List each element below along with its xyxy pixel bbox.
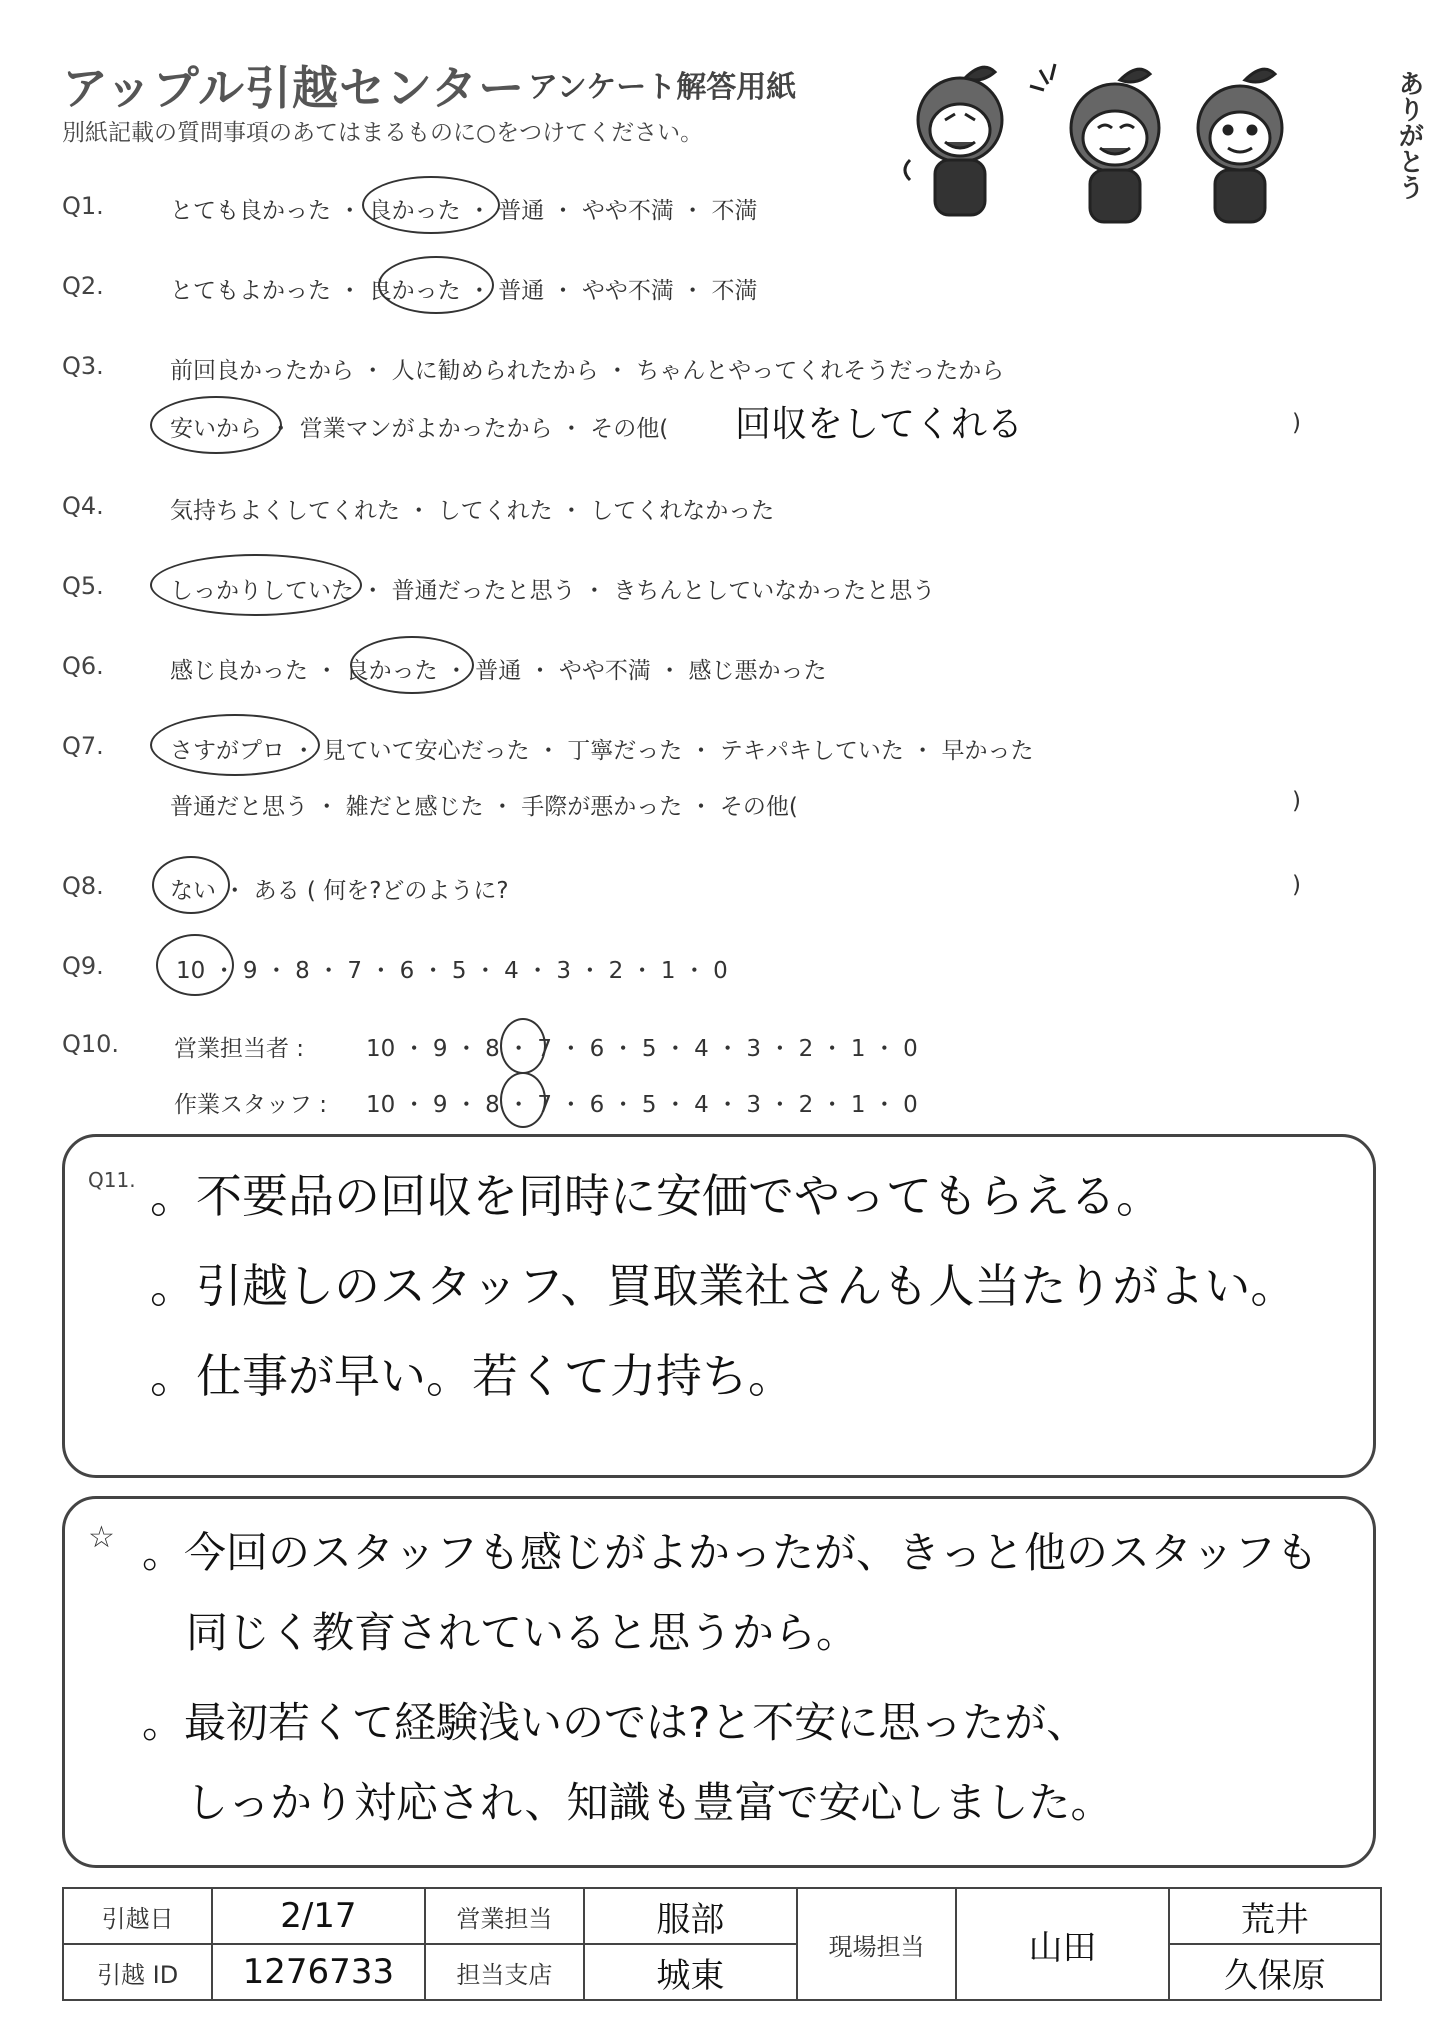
q3-options-line1: 前回良かったから ・ 人に勧められたから ・ ちゃんとやってくれそうだったから bbox=[170, 358, 1005, 384]
star-line: しっかり対応され、知識も豊富で安心しました。 bbox=[186, 1778, 1113, 1827]
question-number: Q7. bbox=[62, 732, 104, 760]
q10-sales-label: 営業担当者 : bbox=[174, 1036, 305, 1062]
question-number: Q5. bbox=[62, 572, 104, 600]
q4-options: 気持ちよくしてくれた ・ してくれた ・ してくれなかった bbox=[170, 498, 775, 524]
q6-options: 感じ良かった ・ 良かった ・ 普通 ・ やや不満 ・ 感じ悪かった bbox=[170, 658, 827, 684]
star-icon: ☆ bbox=[88, 1520, 115, 1555]
q11-line: 。仕事が早い。若くて力持ち。 bbox=[150, 1349, 794, 1403]
star-line: 同じく教育されていると思うから。 bbox=[186, 1608, 859, 1657]
q10-sales-scale: 10 ・ 9 ・ 8 ・ 7 ・ 6 ・ 5 ・ 4 ・ 3 ・ 2 ・ 1 ・ 0 bbox=[366, 1036, 918, 1062]
move-id-value: 1276733 bbox=[212, 1944, 424, 2000]
answer-circle bbox=[350, 636, 474, 694]
q2-options: とてもよかった ・ 良かった ・ 普通 ・ やや不満 ・ 不満 bbox=[170, 278, 758, 304]
answer-circle bbox=[150, 714, 320, 776]
answer-circle bbox=[152, 856, 230, 914]
move-date-value: 2/17 bbox=[212, 1888, 424, 1944]
q11-line: 。引越しのスタッフ、買取業社さんも人当たりがよい。 bbox=[150, 1259, 1297, 1313]
leaf-icon bbox=[1245, 69, 1275, 82]
close-paren: ) bbox=[1292, 410, 1301, 436]
question-number: Q8. bbox=[62, 872, 104, 900]
q11-line: 。不要品の回収を同時に安価でやってもらえる。 bbox=[150, 1169, 1162, 1223]
question-number: Q9. bbox=[62, 952, 104, 980]
question-number: Q10. bbox=[62, 1030, 120, 1058]
answer-circle bbox=[500, 1072, 546, 1128]
question-number: Q1. bbox=[62, 192, 104, 220]
q7-options-line1: さすがプロ ・ 見ていて安心だった ・ 丁寧だった ・ テキパキしていた ・ 早かった bbox=[170, 738, 1034, 764]
close-paren: ) bbox=[1292, 788, 1301, 814]
question-number: Q4. bbox=[62, 492, 104, 520]
instructions: 別紙記載の質問事項のあてはまるものに○をつけてください。 bbox=[62, 120, 704, 146]
site-value-3: 久保原 bbox=[1169, 1944, 1381, 2000]
q1-options: とても良かった ・ 良かった ・ 普通 ・ やや不満 ・ 不満 bbox=[170, 198, 758, 224]
answer-circle bbox=[362, 176, 500, 234]
star-line: 。今回のスタッフも感じがよかったが、きっと他のスタッフも bbox=[142, 1528, 1319, 1577]
site-value-2: 荒井 bbox=[1169, 1888, 1381, 1944]
q10-staff-label: 作業スタッフ : bbox=[174, 1092, 328, 1118]
branch-value: 城東 bbox=[584, 1944, 796, 2000]
question-number: Q6. bbox=[62, 652, 104, 680]
q11-label: Q11. bbox=[88, 1168, 136, 1192]
answer-circle bbox=[150, 396, 282, 454]
answer-circle bbox=[378, 256, 494, 314]
answer-circle bbox=[156, 934, 234, 996]
footer-info-table bbox=[62, 1887, 1382, 2001]
q9-scale: 10 ・ 9 ・ 8 ・ 7 ・ 6 ・ 5 ・ 4 ・ 3 ・ 2 ・ 1 ・ 0 bbox=[176, 958, 728, 984]
site-value-1: 山田 bbox=[956, 1888, 1168, 2000]
sales-label: 営業担当 bbox=[425, 1888, 585, 1944]
thanks-text: ありがとう bbox=[1394, 70, 1424, 200]
monkey-mascot-illustration bbox=[890, 50, 1350, 230]
site-label: 現場担当 bbox=[797, 1888, 957, 2000]
question-number: Q2. bbox=[62, 272, 104, 300]
company-title: アップル引越センター bbox=[62, 61, 526, 115]
q3-options-line2: 安いから ・ 営業マンがよかったから ・ その他( bbox=[170, 416, 669, 442]
star-line: 。最初若くて経験浅いのでは?と不安に思ったが、 bbox=[142, 1698, 1089, 1747]
q7-options-line2: 普通だと思う ・ 雑だと感じた ・ 手際が悪かった ・ その他( bbox=[170, 794, 798, 820]
answer-circle bbox=[500, 1018, 546, 1074]
answer-circle bbox=[150, 554, 362, 616]
branch-label: 担当支店 bbox=[425, 1944, 585, 2000]
leaf-icon bbox=[1120, 69, 1150, 82]
q5-options: しっかりしていた ・ 普通だったと思う ・ きちんとしていなかったと思う bbox=[170, 578, 936, 604]
question-number: Q3. bbox=[62, 352, 104, 380]
move-id-label: 引越 ID bbox=[63, 1944, 212, 2000]
q8-options: ない ・ ある ( 何を?どのように? bbox=[170, 878, 509, 904]
close-paren: ) bbox=[1292, 872, 1301, 898]
move-date-label: 引越日 bbox=[63, 1888, 212, 1944]
q10-staff-scale: 10 ・ 9 ・ 8 ・ 7 ・ 6 ・ 5 ・ 4 ・ 3 ・ 2 ・ 1 ・ 0 bbox=[366, 1092, 918, 1118]
sales-value: 服部 bbox=[584, 1888, 796, 1944]
q3-other-answer: 回収をしてくれる bbox=[735, 404, 1024, 445]
form-subtitle: アンケート解答用紙 bbox=[528, 70, 797, 105]
